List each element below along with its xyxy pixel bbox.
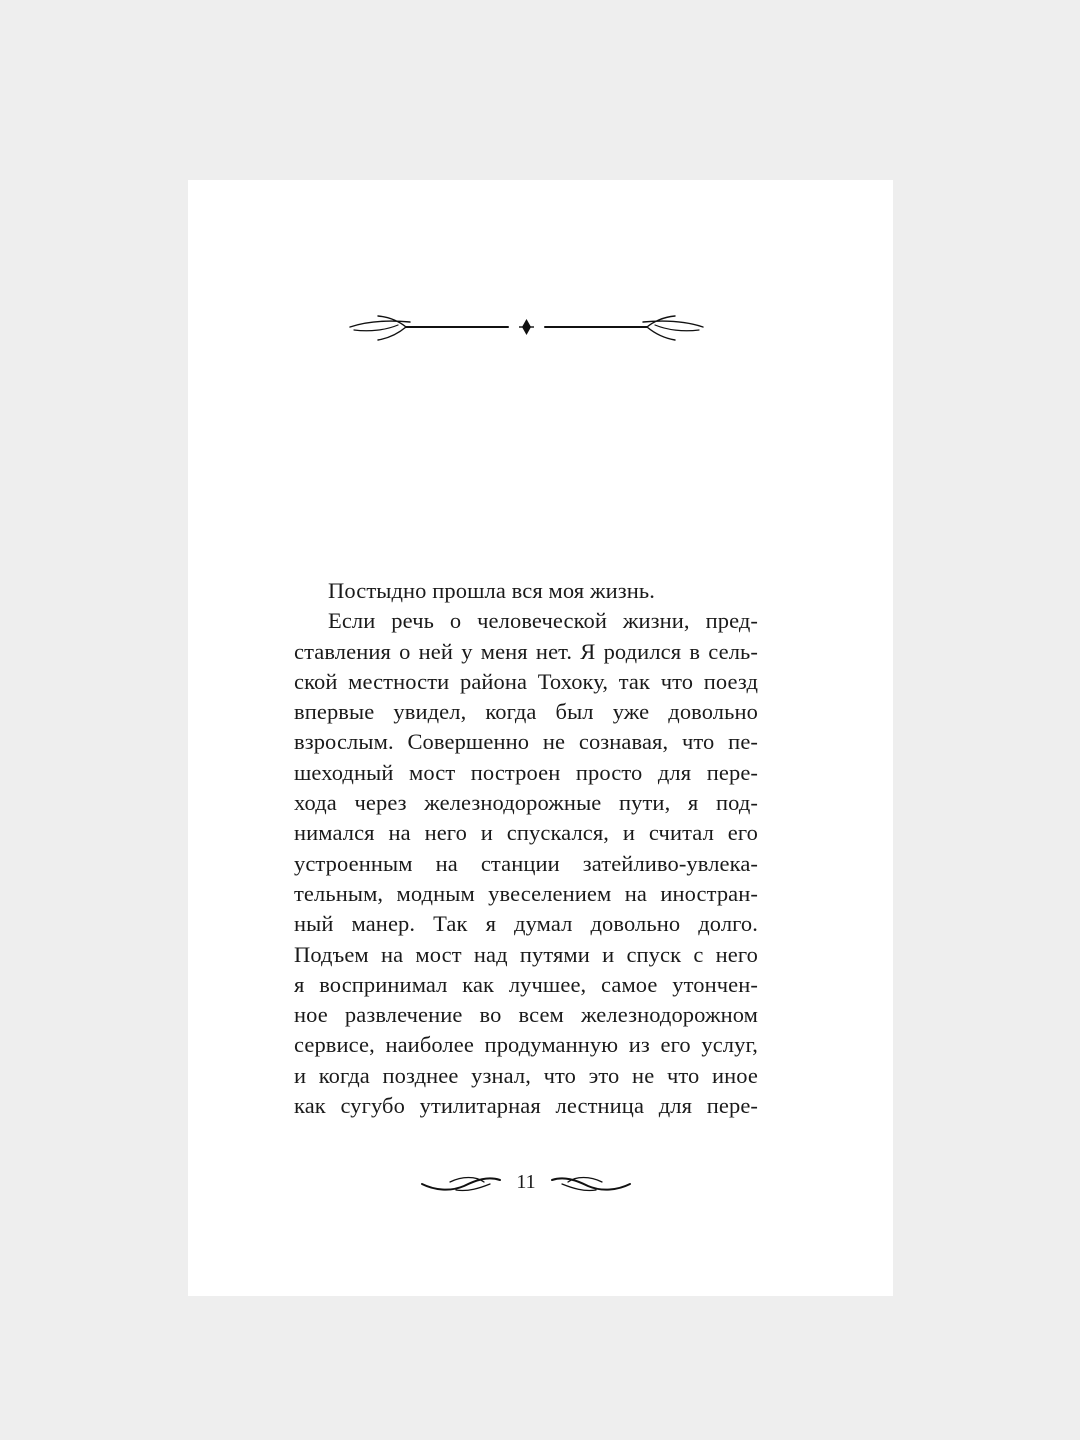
text-line: Подъем на мост над путями и спуск с него [294,941,758,967]
text-line: ный манер. Так я думал довольно долго. [294,911,758,937]
text-line: Постыдно прошла вся моя жизнь. [328,578,655,603]
text-line: Если речь о человеческой жизни, пред- [328,608,758,634]
text-line: тельным, модным увеселением на иностран- [294,880,758,906]
text-line: хода через железнодорожные пути, я под- [294,790,758,816]
text-line: нимался на него и спускался, и считал его [294,820,758,846]
footer-swash-right-icon [550,1170,632,1198]
text-line: шеходный мост построен просто для пере- [294,759,758,785]
text-line: устроенным на станции затейливо-увлека- [294,850,758,876]
text-line: впервые увидел, когда был уже довольно [294,699,758,725]
text-line: как сугубо утилитарная лестница для пере- [294,1093,758,1119]
text-line: я воспринимал как лучшее, самое утончен- [294,971,758,997]
text-line: ное развлечение во всем железнодорожном [294,1002,758,1028]
text-line: ской местности района Тохоку, так что поезд [294,668,758,694]
text-line: сервисе, наиболее продуманную из его услуг, [294,1032,758,1058]
page-footer [420,1170,632,1198]
page-number: 11 [516,1171,536,1193]
chapter-text [294,576,758,1121]
ornament-flourish-icon [348,310,705,344]
text-line: ставления о ней у меня нет. Я родился в сель- [294,638,758,664]
book-page [188,180,893,1296]
text-line: взрослым. Совершенно не сознавая, что пе- [294,729,758,755]
text-line: и когда позднее узнал, что это не что иное [294,1062,758,1088]
